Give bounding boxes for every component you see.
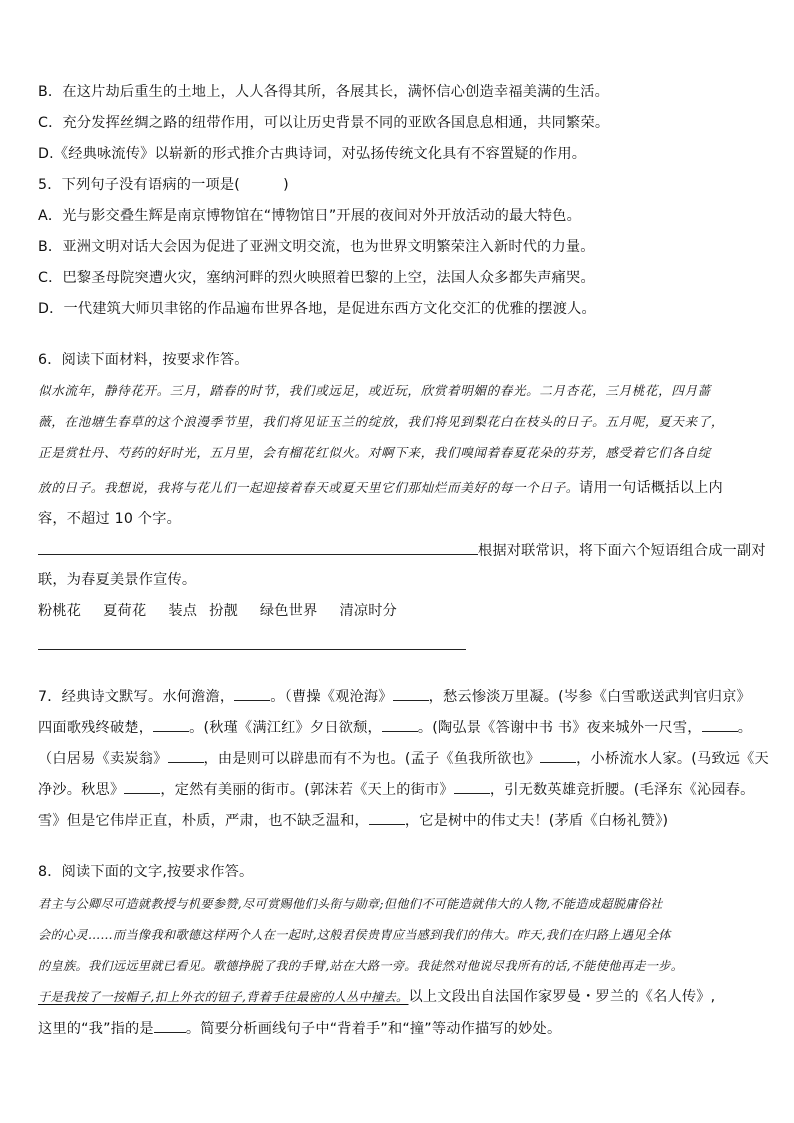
phrase: 清凉时分 <box>339 603 398 619</box>
q7-line <box>38 779 774 800</box>
q7-text: 。(秋瑾《满江红》夕日欲颓， <box>189 720 382 736</box>
q6-stem: 6．阅读下面材料，按要求作答。 <box>38 352 249 368</box>
fill-blank[interactable] <box>382 717 418 732</box>
fill-blank[interactable] <box>702 717 738 732</box>
q7-line <box>38 717 774 738</box>
q7-text: ，引无数英雄竞折腰。(毛泽东《沁园春。 <box>489 782 755 798</box>
q6-phrases <box>38 601 774 621</box>
q8-passage-line <box>38 987 774 1007</box>
q7-text: ，愁云惨淡万里凝。(岑参《白雪歌送武判官归京》 <box>428 689 751 705</box>
fill-blank[interactable] <box>369 810 405 825</box>
q8-text: 。简要分析画线句子中“背着手”和“撞”等动作描写的妙处。 <box>185 1021 562 1037</box>
q6-answer-blank[interactable] <box>38 540 478 555</box>
q6-passage-line: 似水流年，静待花开。三月，踏春的时节，我们或远足，或近玩，欣赏着明媚的春光。二月杏花，三月桃花，四月蔷 <box>38 383 711 398</box>
q7-text: 雪》但是它伟岸正直，朴质，严肃，也不缺乏温和， <box>38 813 369 829</box>
fill-blank[interactable] <box>154 1018 186 1033</box>
q8-passage-line: 会的心灵……而当像我和歌德这样两个人在一起时,这般君侯贵胄应当感到我们的伟大。昨天,我们在归路上遇见全体 <box>38 928 671 942</box>
q5-stem: 5．下列句子没有语病的一项是( ) <box>38 177 289 193</box>
q7-text: ，它是树中的伟丈夫！(茅盾《白杨礼赞》) <box>404 813 669 829</box>
q7-line <box>38 810 774 831</box>
q7-text: ，定然有美丽的街市。(郭沫若《天上的街市》 <box>160 782 454 798</box>
q8-underlined-sentence: 于是我按了一按帽子,扣上外衣的钮子,背着手往最密的人丛中撞去。 <box>38 990 409 1004</box>
q7-text: 。 <box>737 720 753 736</box>
q6-couplet-answer-line[interactable] <box>38 649 466 650</box>
q4-option-b: B．在这片劫后重生的土地上，人人各得其所，各展其长，满怀信心创造幸福美满的生活。 <box>38 84 610 100</box>
q7-text: 7．经典诗文默写。水何澹澹， <box>38 689 235 705</box>
q8-text: 这里的“我”指的是 <box>38 1021 154 1037</box>
fill-blank[interactable] <box>540 748 576 763</box>
q7-line <box>38 686 774 707</box>
phrase: 扮靓 <box>209 603 238 619</box>
q6-passage-end: 放的日子。我想说，我将与花儿们一起迎接着春天或夏天里它们那灿烂而美好的每一个日子。 <box>38 480 579 495</box>
q6-answer-line <box>38 540 774 561</box>
q7-text: 。（曹操《观沧海》 <box>270 689 393 705</box>
q6-passage-line <box>38 478 774 498</box>
q6-passage-line: 薇，在池塘生春草的这个浪漫季节里，我们将见证玉兰的绽放，我们将见到梨花白在枝头的日子。五月呢，夏天来了， <box>38 414 725 429</box>
fill-blank[interactable] <box>168 748 204 763</box>
q5-option-d: D．一代建筑大师贝聿铭的作品遍布世界各地，是促进东西方文化交汇的优雅的摆渡人。 <box>38 301 596 317</box>
fill-blank[interactable] <box>234 686 270 701</box>
q8-question-line <box>38 1018 774 1039</box>
phrase: 装点 <box>168 603 198 619</box>
q7-text: 。(陶弘景《答谢中书 书》夜来城外一尺雪， <box>417 720 702 736</box>
q4-option-d: D.《经典咏流传》以崭新的形式推介古典诗词，对弘扬传统文化具有不容置疑的作用。 <box>38 146 587 162</box>
fill-blank[interactable] <box>153 717 189 732</box>
q8-passage-line: 君主与公卿尽可造就教授与机要参赞,尽可赏赐他们头衔与勋章;但他们不可能造就伟大的人物,不能造成超脱庸俗社 <box>38 897 663 911</box>
q8-source: 以上文段出自法国作家罗曼・罗兰的《名人传》, <box>408 989 716 1005</box>
phrase: 粉桃花 <box>38 603 82 619</box>
fill-blank[interactable] <box>124 779 160 794</box>
q8-stem: 8．阅读下面的文字,按要求作答。 <box>38 864 254 880</box>
fill-blank[interactable] <box>454 779 490 794</box>
q8-passage-line: 的皇族。我们远远里就已看见。歌德挣脱了我的手臂,站在大路一旁。我徒然对他说尽我所有的话,不能使他再走一步。 <box>38 959 684 973</box>
q7-text: ，由是则可以辟患而有不为也。(孟子《鱼我所欲也》 <box>203 751 541 767</box>
q6-task2: 根据对联常识，将下面六个短语组合成一副对 <box>478 543 766 559</box>
fill-blank[interactable] <box>393 686 429 701</box>
q6-task1: 请用一句话概括以上内 <box>578 480 723 496</box>
q6-task1-cont: 容，不超过 10 个字。 <box>38 511 181 527</box>
q4-option-c: C．充分发挥丝绸之路的纽带作用，可以让历史背景不同的亚欧各国息息相通，共同繁荣。 <box>38 115 610 131</box>
phrase: 绿色世界 <box>259 603 318 619</box>
phrase: 夏荷花 <box>103 603 147 619</box>
q7-text: ，小桥流水人家。(马致远《天 <box>576 751 769 767</box>
q7-line <box>38 748 774 769</box>
q7-text: 四面歌残终破楚， <box>38 720 154 736</box>
q6-passage-line: 正是赏牡丹、芍药的好时光，五月里，会有榴花红似火。对啊下来，我们嗅闻着春夏花朵的芬芳，感受着它们各自绽 <box>38 445 711 460</box>
q5-option-a: A．光与影交叠生辉是南京博物馆在“博物馆日”开展的夜间对外开放活动的最大特色。 <box>38 208 581 224</box>
q5-option-b: B．亚洲文明对话大会因为促进了亚洲文明交流，也为世界文明繁荣注入新时代的力量。 <box>38 239 595 255</box>
q6-task2-cont: 联，为春夏美景作宣传。 <box>38 572 197 588</box>
q7-text: 净沙。秋思》 <box>38 782 125 798</box>
q7-text: （白居易《卖炭翁》 <box>38 751 168 767</box>
q5-option-c: C．巴黎圣母院突遭火灾，塞纳河畔的烈火映照着巴黎的上空，法国人众多都失声痛哭。 <box>38 270 595 286</box>
